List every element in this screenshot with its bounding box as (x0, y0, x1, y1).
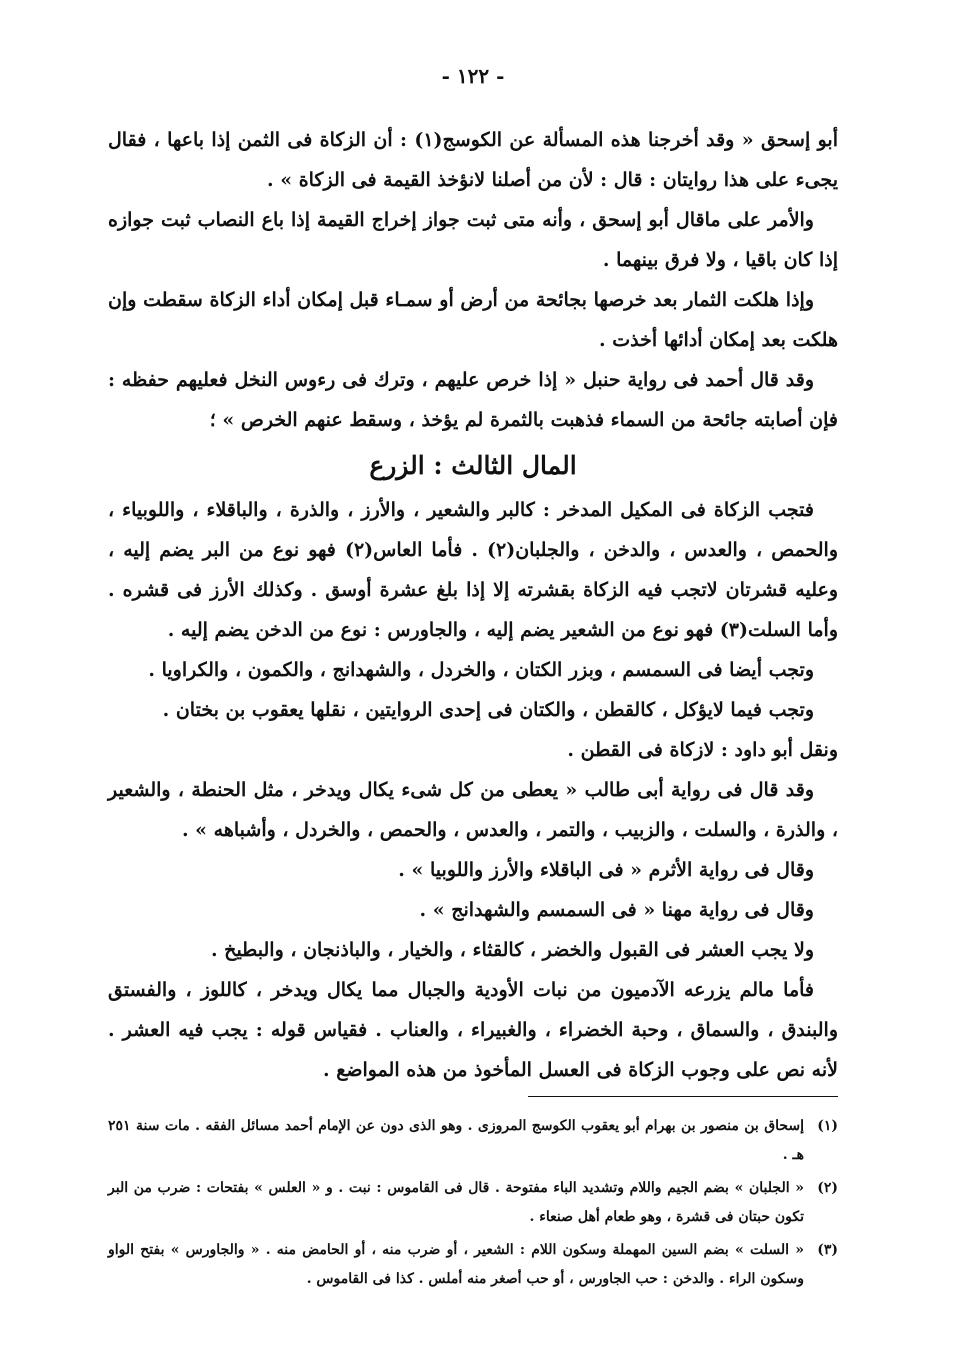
paragraph: وقال فى رواية الأثرم « فى الباقلاء والأرز واللوبيا » . (398, 859, 814, 881)
footnote-text: إسحاق بن منصور بن بهرام أبو يعقوب الكوسج المروزى . وهو الذى دون عن الإمام أحمد مسائل الفقه . مات سنة ٢٥١ هـ . (108, 1118, 804, 1163)
paragraph: وقال فى رواية مهنا « فى السمسم والشهدانج » . (419, 899, 814, 921)
footnote-separator (528, 1096, 838, 1097)
paragraph: ونقل أبو داود : لازكاة فى القطن . (567, 739, 838, 761)
footnote (108, 1174, 838, 1232)
main-text (108, 120, 838, 1090)
paragraph: وتجب أيضا فى السمسم ، وبزر الكتان ، والخردل ، والشهدانج ، والكمون ، والكراويا . (148, 659, 814, 681)
page-number: - ١٢٢ - (441, 64, 505, 88)
paragraph: وقد قال فى رواية أبى طالب « يعطى من كل شىء يكال ويدخر ، مثل الحنطة ، والشعير ، والذرة ، والسلت ، والزبيب ، والتمر ، والعدس ، والحمص ، والخردل ، وأشباهه » . (108, 779, 838, 841)
footnote-text: « الجلبان » بضم الجيم واللام وتشديد الباء مفتوحة . قال فى القاموس : نبت . و « العلس » بفتحات : ضرب من البر تكون حبتان فى قشرة ، وهو طعام أهل صنعاء . (108, 1180, 804, 1225)
footnotes (108, 1112, 838, 1298)
footnote-text: « السلت » بضم السين المهملة وسكون اللام : الشعير ، أو ضرب منه ، أو الحامض منه . « والجاورس » بفتح الواو وسكون الراء . والدخن : حب الجاورس ، أو حب أصغر منه أملس . كذا فى القاموس . (108, 1242, 804, 1287)
footnote (108, 1236, 838, 1294)
paragraph: ولا يجب العشر فى القبول والخضر ، كالقثاء ، والخيار ، والباذنجان ، والبطيخ . (210, 939, 814, 961)
footnote (108, 1112, 838, 1170)
section-heading: المال الثالث : الزرع (369, 451, 577, 480)
paragraph: فأما مالم يزرعه الآدميون من نبات الأودية والجبال مما يكال ويدخر ، كاللوز ، والفستق والبندق ، والسماق ، وحبة الخضراء ، والغبيراء ، والعناب . فقياس قوله : يجب فيه العشر . لأنه نص على وجوب الزكاة فى العسل المأخوذ من هذه المواضع . (108, 979, 838, 1081)
footnote-number: (٣) (817, 1242, 838, 1258)
footnote-number: (١) (817, 1118, 838, 1134)
paragraph: وإذا هلكت الثمار بعد خرصها بجائحة من أرض أو سمـاء قبل إمكان أداء الزكاة سقطت وإن هلكت بعد إمكان أدائها أخذت . (108, 289, 838, 351)
paragraph: فتجب الزكاة فى المكيل المدخر : كالبر والشعير ، والأرز ، والذرة ، والباقلاء ، واللوبياء ، والحمص ، والعدس ، والدخن ، والجلبان(٢) . فأما العاس(٢) فهو نوع من البر يضم إليه ، وعليه قشرتان لاتجب فيه الزكاة بقشرته إلا إذا بلغ عشرة أوسق . وكذلك الأرز فى قشره . وأما السلت(٣) فهو نوع من الشعير يضم إليه ، والجاورس : نوع من الدخن يضم إليه . (108, 499, 838, 641)
paragraph: وتجب فيما لايؤكل ، كالقطن ، والكتان فى إحدى الروايتين ، نقلها يعقوب بن بختان . (162, 699, 814, 721)
paragraph: أبو إسحق « وقد أخرجنا هذه المسألة عن الكوسج(١) : أن الزكاة فى الثمن إذا باعها ، فقال يجىء على هذا روايتان : قال : لأن من أصلنا لانؤخذ القيمة فى الزكاة » . (108, 129, 838, 191)
footnote-number: (٢) (817, 1180, 838, 1196)
paragraph: وقد قال أحمد فى رواية حنبل « إذا خرص عليهم ، وترك فى رءوس النخل فعليهم حفظه : فإن أصابته جائحة من السماء فذهبت بالثمرة لم يؤخذ ، وسقط عنهم الخرص » ؛ (108, 369, 838, 431)
paragraph: والأمر على ماقال أبو إسحق ، وأنه متى ثبت جواز إخراج القيمة إذا باع النصاب ثبت جوازه إذا كان باقيا ، ولا فرق بينهما . (108, 209, 838, 271)
